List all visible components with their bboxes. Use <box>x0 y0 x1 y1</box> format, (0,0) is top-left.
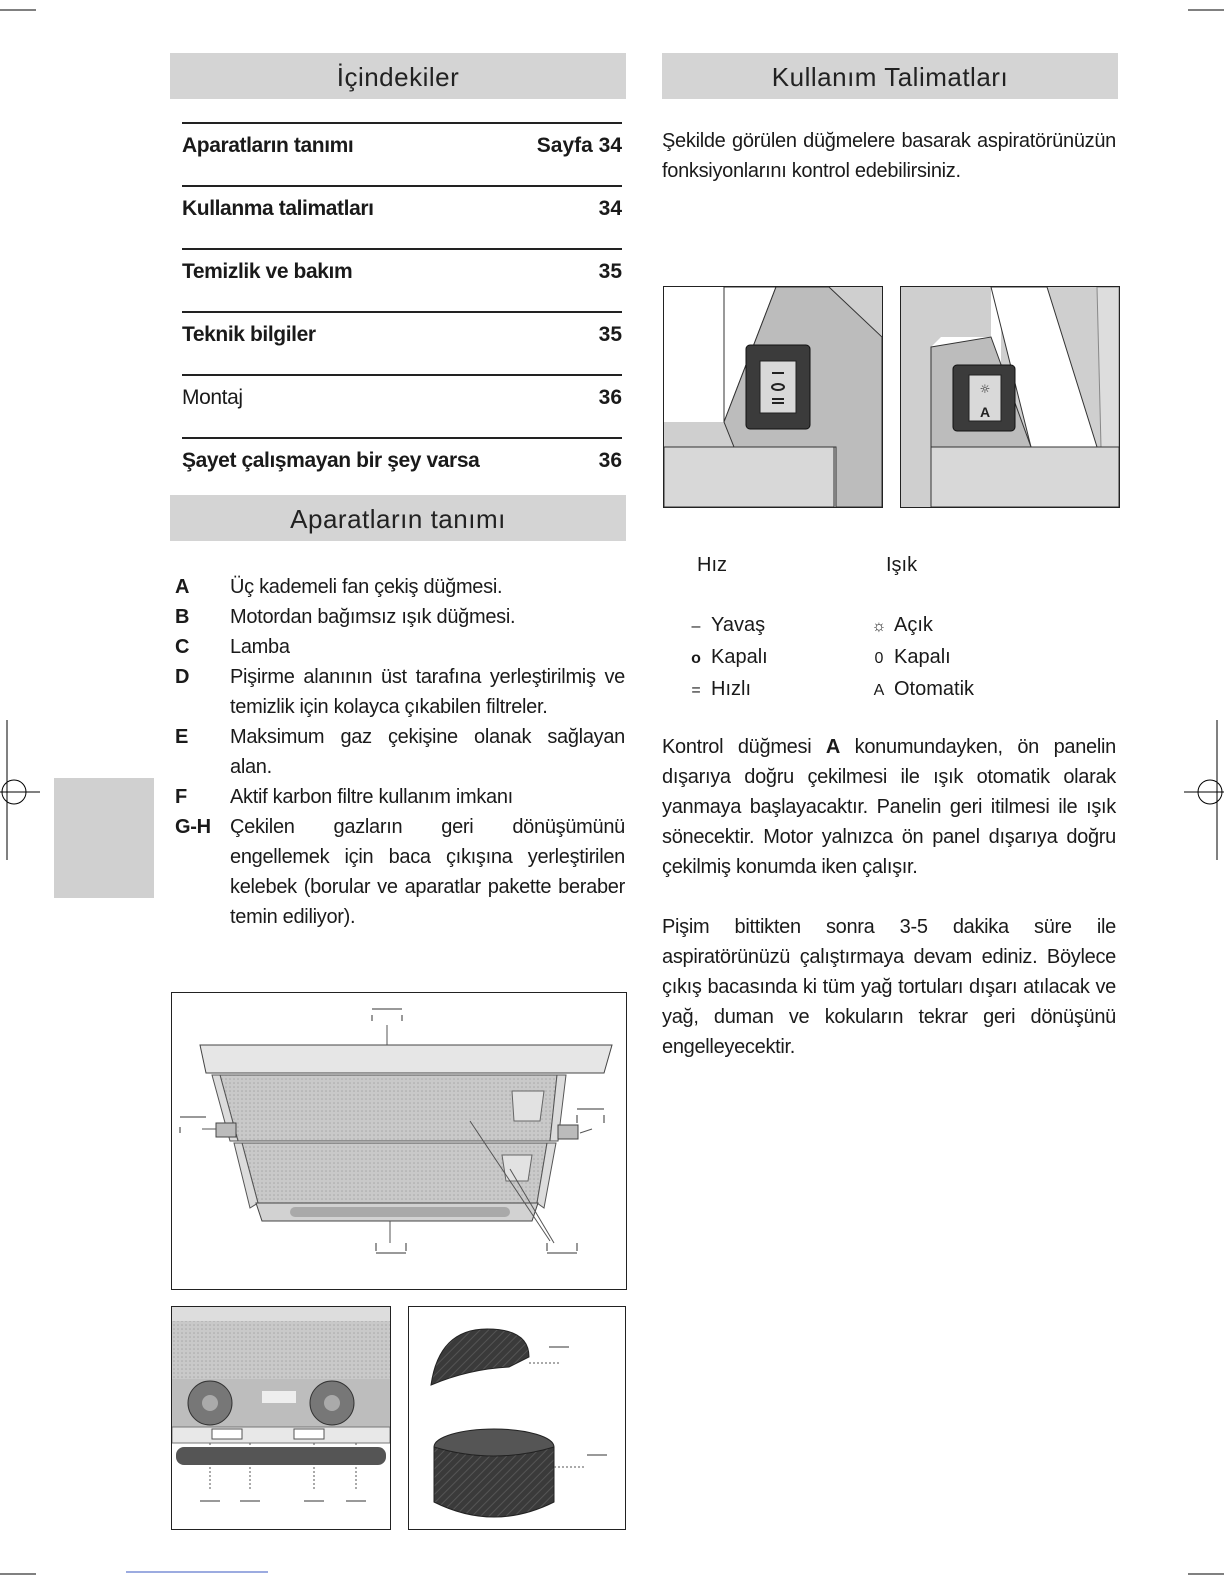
light-auto-icon: A <box>873 682 885 699</box>
part-text: Motordan bağımsız ışık düğmesi. <box>230 606 516 628</box>
valve-figure <box>408 1306 626 1530</box>
speed-label: Hız <box>697 554 727 576</box>
parts-header <box>170 495 626 541</box>
control-paragraph <box>662 732 1116 882</box>
toc-entry-page: Sayfa 34 <box>536 134 622 157</box>
speed-switch-figure <box>663 286 883 508</box>
control-text-bold: A <box>825 736 841 758</box>
underside-illustration <box>172 1307 390 1529</box>
toc-entry-title: Aparatların tanımı <box>182 134 354 157</box>
part-key: E <box>175 726 189 748</box>
speed-item-text: Yavaş <box>711 614 766 636</box>
toc-entry-title: Teknik bilgiler <box>182 323 316 346</box>
hood-illustration <box>172 993 626 1289</box>
side-tab <box>54 778 154 898</box>
light-switch-illustration <box>901 287 1119 507</box>
part-key: D <box>175 666 190 688</box>
toc-title: İçindekiler <box>336 62 460 92</box>
list-item <box>175 602 625 632</box>
slow-icon: – <box>691 618 701 635</box>
light-on-icon: ☼ <box>871 618 887 635</box>
valve-illustration <box>409 1307 625 1529</box>
intro-paragraph: Şekilde görülen düğmelere basarak aspiratörünüzün fonksiyonlarını kontrol edebilirsiniz. <box>662 130 1116 182</box>
hood-underside-figure <box>171 1306 391 1530</box>
light-label: Işık <box>886 554 918 576</box>
toc-entry-title: Kullanma talimatları <box>182 197 374 220</box>
toc-entry-page: 34 <box>598 197 622 220</box>
toc-row[interactable] <box>182 248 622 312</box>
off-icon: o <box>691 650 701 667</box>
list-item <box>175 782 625 812</box>
part-text: Maksimum gaz çekişine olanak sağlayan alan. <box>230 726 625 778</box>
part-key: B <box>175 606 190 628</box>
fast-icon: = <box>691 682 701 699</box>
list-item <box>175 662 625 722</box>
speed-items <box>681 610 768 706</box>
list-item <box>175 632 625 662</box>
light-items <box>864 610 974 706</box>
toc-row[interactable] <box>182 122 622 186</box>
list-item <box>681 674 768 706</box>
light-switch-figure <box>900 286 1120 508</box>
list-item <box>175 572 625 602</box>
part-text: Lamba <box>230 636 290 658</box>
control-text-rest: konumundayken, ön panelin dışarıya doğru çekilmesi ile ışık otomatik olarak yanmaya başlayacaktır. Panelin geri itilmesi ile ışık sönecektir. Motor yalnızca ön panel dışarıya doğru çekilmiş konumda iken çalışır. <box>662 736 1116 878</box>
list-item <box>681 610 768 642</box>
light-item-text: Otomatik <box>894 678 975 700</box>
sun-icon: ☼ <box>979 382 991 396</box>
toc-entry-page: 35 <box>598 323 622 346</box>
toc-header <box>170 53 626 99</box>
light-off-icon: 0 <box>874 650 884 667</box>
list-item <box>864 642 974 674</box>
speed-item-text: Kapalı <box>711 646 768 668</box>
list-item <box>864 674 974 706</box>
toc-entry-page: 35 <box>598 260 622 283</box>
parts-title: Aparatların tanımı <box>290 504 506 534</box>
toc-row[interactable] <box>182 185 622 249</box>
speed-legend <box>697 550 727 580</box>
switch-letter: A <box>979 404 991 420</box>
parts-list <box>175 572 625 932</box>
toc-entry-page: 36 <box>598 386 622 409</box>
toc-entry-title: Montaj <box>182 386 243 409</box>
light-item-text: Kapalı <box>894 646 951 668</box>
toc-entry-page: 36 <box>598 449 622 472</box>
part-text: Aktif karbon filtre kullanım imkanı <box>230 786 513 808</box>
list-item <box>681 642 768 674</box>
toc-row[interactable] <box>182 437 622 479</box>
part-key: A <box>175 576 190 598</box>
toc-entry-title: Şayet çalışmayan bir şey varsa <box>182 449 480 472</box>
part-key: C <box>175 636 190 658</box>
speed-switch-illustration <box>664 287 882 507</box>
list-item <box>175 812 625 932</box>
toc-row[interactable] <box>182 374 622 438</box>
control-text-start: Kontrol düğmesi <box>662 736 812 758</box>
part-key: F <box>175 786 187 808</box>
light-legend <box>886 550 917 580</box>
toc-row[interactable] <box>182 311 622 375</box>
speed-item-text: Hızlı <box>711 678 751 700</box>
after-cooking-paragraph: Pişim bittikten sonra 3-5 dakika süre ile aspiratörünüzü çalıştırmaya devam ediniz. Böylece çıkış bacasında ki tüm yağ tortuları dışarı atılacak ve yağ, duman ve kokuların tekrar geri dönüşünü engelleyecektir. <box>662 916 1116 1058</box>
part-text: Çekilen gazların geri dönüşümünü engellemek için baca çıkışına yerleştirilen kelebek (borular ve aparatlar pakette beraber temin ediliyor). <box>230 816 625 928</box>
part-key: G-H <box>175 816 211 838</box>
instructions-header <box>662 53 1118 99</box>
light-item-text: Açık <box>894 614 933 636</box>
toc-entry-title: Temizlik ve bakım <box>182 260 353 283</box>
list-item <box>864 610 974 642</box>
part-text: Pişirme alanının üst tarafına yerleştirilmiş ve temizlik için kolayca çıkabilen filtreler. <box>230 666 625 718</box>
hood-overview-figure <box>171 992 627 1290</box>
list-item <box>175 722 625 782</box>
instructions-title: Kullanım Talimatları <box>771 62 1009 92</box>
part-text: Üç kademeli fan çekiş düğmesi. <box>230 576 503 598</box>
